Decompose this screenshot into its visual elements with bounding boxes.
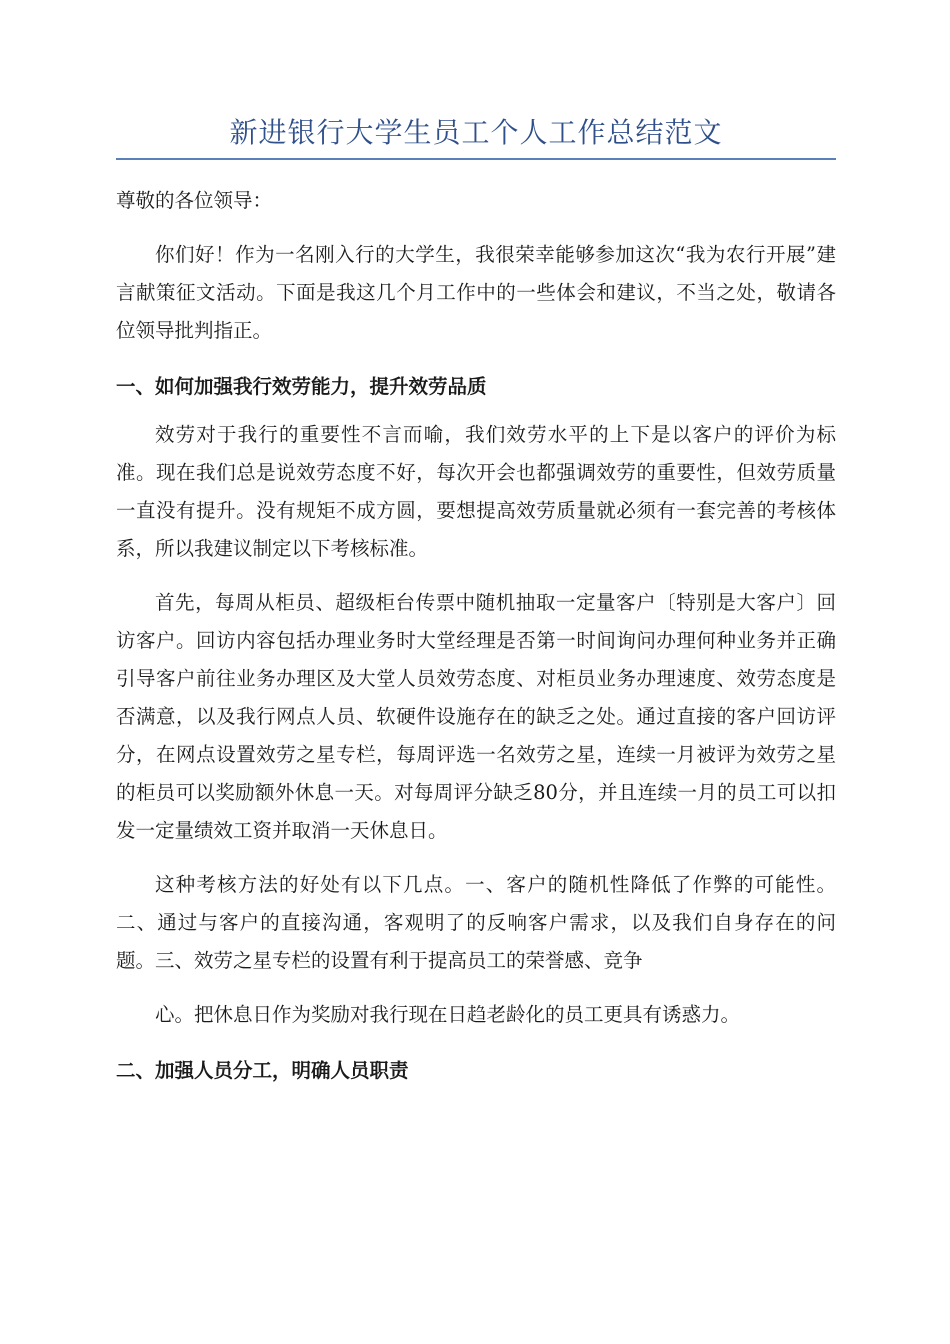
section-heading-1: 一、如何加强我行效劳能力，提升效劳品质 — [116, 375, 487, 398]
section-heading-2: 二、加强人员分工，明确人员职责 — [116, 1059, 409, 1082]
section1-paragraph-1: 效劳对于我行的重要性不言而喻，我们效劳水平的上下是以客户的评价为标准。现在我们总是说效劳态度不好，每次开会也都强调效劳的重要性，但效劳质量一直没有提升。没有规矩不成方圆，要想提高效劳质量就必须有一套完善的考核体系，所以我建议制定以下考核标准。 — [116, 423, 836, 560]
section1-paragraph-3: 这种考核方法的好处有以下几点。一、客户的随机性降低了作弊的可能性。二、通过与客户的直接沟通，客观明了的反响客户需求，以及我们自身存在的问题。三、效劳之星专栏的设置有利于提高员工的荣誉感、竞争 — [116, 873, 836, 972]
document-page — [116, 110, 836, 1090]
salutation: 尊敬的各位领导： — [116, 189, 273, 212]
intro-paragraph: 你们好！作为一名刚入行的大学生，我很荣幸能够参加这次“我为农行开展”建言献策征文活动。下面是我这几个月工作中的一些体会和建议，不当之处，敬请各位领导批判指正。 — [116, 243, 836, 342]
section1-paragraph-4: 心。把休息日作为奖励对我行现在日趋老龄化的员工更具有诱惑力。 — [155, 1003, 741, 1026]
section1-paragraph-2: 首先，每周从柜员、超级柜台传票中随机抽取一定量客户〔特别是大客户〕回访客户。回访内容包括办理业务时大堂经理是否第一时间询问办理何种业务并正确引导客户前往业务办理区及大堂人员效劳态度、对柜员业务办理速度、效劳态度是否满意，以及我行网点人员、软硬件设施存在的缺乏之处。通过直接的客户回访评分，在网点设置效劳之星专栏，每周评选一名效劳之星，连续一月被评为效劳之星的柜员可以奖励额外休息一天。对每周评分缺乏80分，并且连续一月的员工可以扣发一定量绩效工资并取消一天休息日。 — [116, 591, 836, 842]
document-title: 新进银行大学生员工个人工作总结范文 — [116, 110, 836, 160]
